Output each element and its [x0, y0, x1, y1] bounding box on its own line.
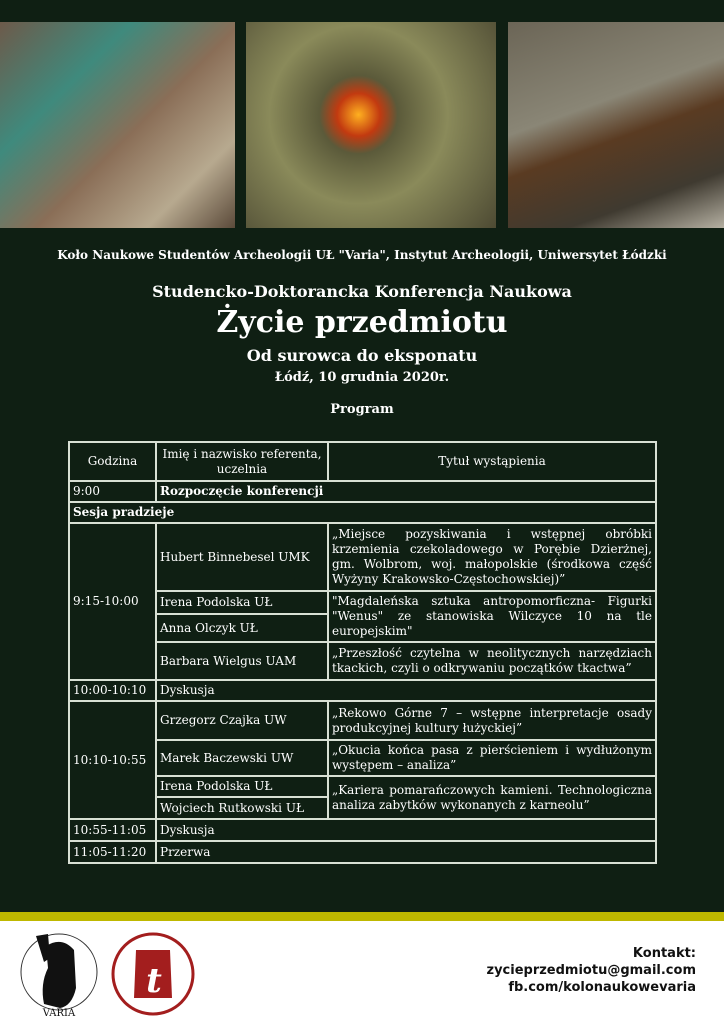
table-row	[69, 591, 656, 614]
table-row	[69, 776, 656, 797]
col-header: Imię i nazwisko referenta, uczelnia	[156, 442, 328, 481]
title-cell: „Rekowo Górne 7 – wstępne interpretacje osady produkcyjnej kultury łużyckiej”	[328, 701, 656, 740]
contact-email[interactable]: zycieprzedmiotu@gmail.com	[486, 963, 696, 978]
table-row	[69, 819, 656, 841]
conference-date: Łódź, 10 grudnia 2020r.	[274, 370, 450, 385]
time-cell: 10:10-10:55	[69, 701, 156, 819]
table-row	[69, 642, 656, 680]
table-row	[69, 841, 656, 863]
time-cell: 10:55-11:05	[69, 819, 156, 841]
program-table	[68, 441, 657, 864]
col-header: Tytuł wystąpienia	[328, 442, 656, 481]
conference-title: Życie przedmiotu	[216, 305, 508, 340]
title-cell: „Okucia końca pasa z pierścieniem i wydłużonym występem – analiza”	[328, 740, 656, 776]
speaker-cell: Marek Baczewski UW	[156, 740, 328, 776]
table-row	[69, 740, 656, 776]
time-cell: 11:05-11:20	[69, 841, 156, 863]
institute-logo	[108, 928, 198, 1020]
speaker-cell: Grzegorz Czajka UW	[156, 701, 328, 740]
photo-raw-materials	[0, 22, 235, 228]
contact-label: Kontakt:	[632, 946, 696, 961]
session-row	[69, 502, 656, 523]
table-row	[69, 701, 656, 740]
organizer: Koło Naukowe Studentów Archeologii UŁ "Varia", Instytut Archeologii, Uniwersytet Łódzki	[57, 248, 667, 262]
photo-tool-handle	[508, 22, 724, 228]
svg-text:VARIA: VARIA	[42, 1008, 76, 1019]
speaker-cell: Irena Podolska UŁ	[156, 776, 328, 797]
speaker-cell: Barbara Wielgus UAM	[156, 642, 328, 680]
speaker-cell: Hubert Binnebesel UMK	[156, 523, 328, 591]
title-cell: „Kariera pomarańczowych kamieni. Technologiczna analiza zabytków wykonanych z karneolu”	[328, 776, 656, 819]
svg-text:t: t	[146, 961, 162, 1001]
table-row	[69, 680, 656, 701]
contact-block	[487, 945, 697, 996]
table-row	[69, 523, 656, 591]
event-cell: Dyskusja	[156, 819, 656, 841]
event-cell: Przerwa	[156, 841, 656, 863]
table-header-row	[69, 442, 656, 481]
col-header: Godzina	[69, 442, 156, 481]
time-cell: 9:00	[69, 481, 156, 502]
session-cell: Sesja pradzieje	[69, 502, 656, 523]
speaker-cell: Anna Olczyk UŁ	[156, 614, 328, 642]
speaker-cell: Wojciech Rutkowski UŁ	[156, 797, 328, 819]
event-cell: Dyskusja	[156, 680, 656, 701]
title-cell: "Magdaleńska sztuka antropomorficzna- Figurki "Wenus" ze stanowiska Wilczyce 10 na tle europejskim"	[328, 591, 656, 642]
contact-facebook[interactable]: fb.com/kolonaukowevaria	[508, 980, 696, 995]
title-cell: „Przeszłość czytelna w neolitycznych narzędziach tkackich, czyli o odkrywaniu początków tkactwa”	[328, 642, 656, 680]
conference-theme: Od surowca do eksponatu	[246, 346, 478, 365]
title-cell: „Miejsce pozyskiwania i wstępnej obróbki krzemienia czekoladowego w Porębie Dzierżnej, gm. Wolbrom, woj. małopolskie (środkowa część Wyżyny Krakowsko-Częstochowskiej)”	[328, 523, 656, 591]
accent-band	[0, 912, 724, 921]
time-cell: 10:00-10:10	[69, 680, 156, 701]
varia-logo	[14, 928, 104, 1020]
program-heading: Program	[330, 402, 394, 417]
event-cell: Rozpoczęcie konferencji	[156, 481, 656, 502]
table-row	[69, 481, 656, 502]
photo-fire-casting	[246, 22, 496, 228]
time-cell: 9:15-10:00	[69, 523, 156, 680]
conference-subtitle: Studencko-Doktorancka Konferencja Naukowa	[152, 282, 572, 301]
speaker-cell: Irena Podolska UŁ	[156, 591, 328, 614]
